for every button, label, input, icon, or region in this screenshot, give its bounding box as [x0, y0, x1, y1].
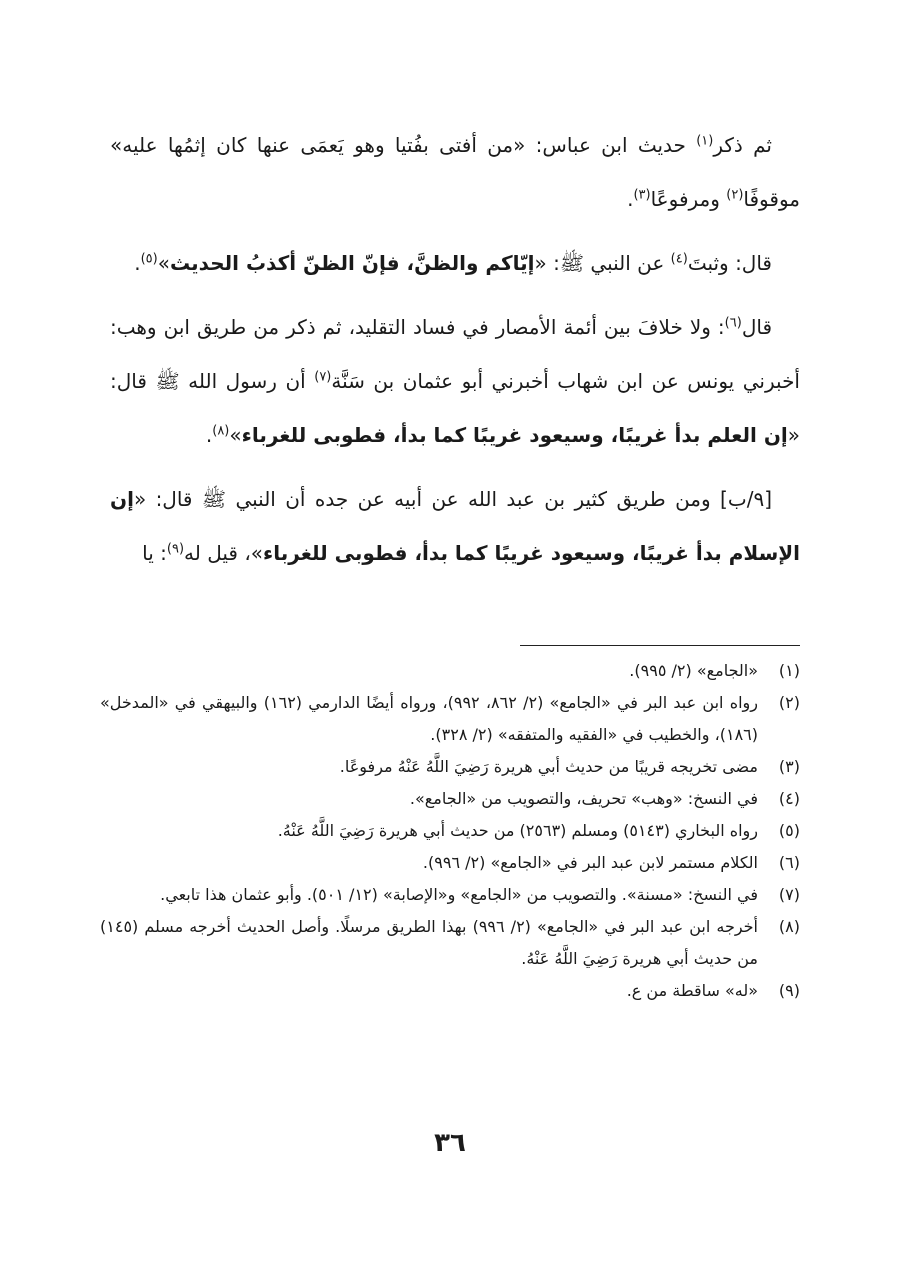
text: [٩/ب] ومن طريق كثير بن عبد الله عن أبيه عن جده أن النبي ﷺ قال: «: [133, 487, 772, 511]
footnote-item: [100, 815, 800, 847]
paragraph-3: [110, 300, 800, 462]
footnote-item: [100, 751, 800, 783]
footnote-number: (٦): [778, 853, 800, 872]
footnote-ref[interactable]: (٥): [140, 251, 158, 267]
footnote-ref[interactable]: (٢): [726, 187, 744, 203]
footnote-text: رواه ابن عبد البر في «الجامع» (٢/ ٨٦٢، ٩٩٢)، ورواه أيضًا الدارمي (١٦٢) والبيهقي في «المدخل» (١٨٦)، والخطيب في «الفقيه والمتفقه» (٢/ ٣٢٨).: [100, 693, 759, 744]
footnote-text: في النسخ: «وهب» تحريف، والتصويب من «الجامع».: [409, 789, 758, 808]
footnote-item: [100, 783, 800, 815]
footnote-ref[interactable]: (١): [696, 133, 714, 149]
footnote-divider: [520, 645, 800, 646]
text: عن النبي ﷺ: «: [534, 251, 665, 275]
footnote-ref[interactable]: (٤): [670, 251, 688, 267]
footnote-ref[interactable]: (٨): [212, 423, 230, 439]
footnote-number: (٣): [778, 757, 800, 776]
text: .: [205, 423, 213, 447]
text: أن رسول الله ﷺ قال: «: [110, 369, 800, 447]
footnote-number: (٨): [778, 917, 800, 936]
footnote-item: [100, 847, 800, 879]
footnote-ref[interactable]: (٩): [166, 541, 185, 557]
text: قال: وثبتَ: [687, 251, 772, 275]
text: .: [134, 251, 141, 275]
text: »: [229, 423, 242, 447]
text: ومرفوعًا: [650, 187, 720, 211]
paragraph-2: [110, 236, 800, 290]
text: : ولا خلافَ بين أئمة الأمصار في فساد التقليد، ثم ذكر من طريق ابن وهب: أخبرني يونس عن ابن شهاب أخبرني أبو عثمان بن سَنَّة: [110, 315, 800, 393]
paragraph-4: [110, 472, 800, 580]
footnote-text: «له» ساقطة من ع.: [626, 981, 758, 1000]
footnote-text: «الجامع» (٢/ ٩٩٥).: [629, 661, 758, 680]
footnote-ref[interactable]: (٧): [314, 369, 332, 385]
footnotes: [100, 655, 800, 1007]
text: حديث ابن عباس: «من أفتى بفُتيا وهو يَعمَى عنها كان إثمُها عليه» موقوفًا: [110, 133, 800, 211]
footnote-ref[interactable]: (٦): [724, 315, 742, 331]
footnote-number: (٤): [778, 789, 800, 808]
hadith-quote: إيّاكم والظنَّ، فإنّ الظنّ أكذبُ الحديث: [169, 251, 535, 275]
text: »، قيل له: [184, 541, 264, 565]
text: »: [157, 251, 170, 275]
main-text: [110, 118, 800, 590]
footnote-text: الكلام مستمر لابن عبد البر في «الجامع» (٢/ ٩٩٦).: [422, 853, 758, 872]
footnote-number: (٩): [778, 981, 800, 1000]
footnote-number: (٢): [778, 693, 800, 712]
footnote-text: مضى تخريجه قريبًا من حديث أبي هريرة رَضِيَ اللَّهُ عَنْهُ مرفوعًا.: [339, 757, 758, 776]
footnote-number: (٧): [778, 885, 800, 904]
paragraph-1: [110, 118, 800, 226]
footnote-ref[interactable]: (٣): [633, 187, 651, 203]
footnote-number: (٥): [778, 821, 800, 840]
footnote-text: أخرجه ابن عبد البر في «الجامع» (٢/ ٩٩٦) بهذا الطريق مرسلًا. وأصل الحديث أخرجه مسلم (١٤٥) من حديث أبي هريرة رَضِيَ اللَّهُ عَنْهُ.: [100, 917, 759, 968]
hadith-quote: إن العلم بدأ غريبًا، وسيعود غريبًا كما بدأ، فطوبى للغرباء: [241, 423, 788, 447]
footnote-number: (١): [778, 661, 800, 680]
text: : يا: [142, 541, 167, 565]
text: ثم ذكر: [713, 133, 773, 157]
footnote-item: [100, 911, 800, 975]
footnote-text: في النسخ: «مسنة». والتصويب من «الجامع» و«الإصابة» (١٢/ ٥٠١). وأبو عثمان هذا تابعي.: [160, 885, 758, 904]
footnote-item: [100, 687, 800, 751]
text: قال: [741, 315, 772, 339]
footnote-text: رواه البخاري (٥١٤٣) ومسلم (٢٥٦٣) من حديث أبي هريرة رَضِيَ اللَّهُ عَنْهُ.: [277, 821, 758, 840]
hadith-quote: إن الإسلام بدأ غريبًا، وسيعود غريبًا كما بدأ، فطوبى للغرباء: [110, 487, 800, 565]
text: .: [627, 187, 634, 211]
page-number: ٣٦: [434, 1128, 466, 1158]
footnote-item: [100, 975, 800, 1007]
footnote-item: [100, 655, 800, 687]
footnote-item: [100, 879, 800, 911]
